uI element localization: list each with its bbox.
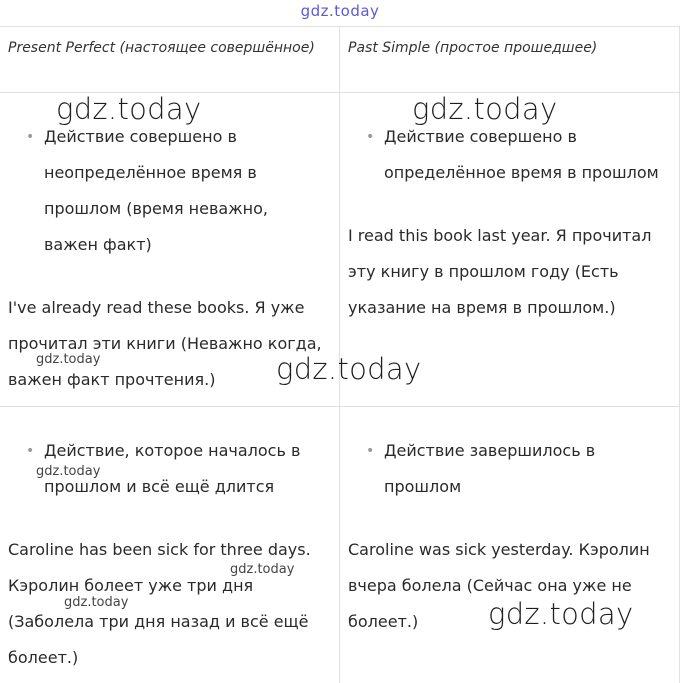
past-simple-usage-2: • Действие завершилось в прошлом (348, 433, 638, 505)
watermark-logo: gdz.today (276, 352, 422, 386)
watermark-logo-small: gdz.today (36, 464, 101, 479)
watermark-logo: gdz.today (412, 92, 558, 126)
watermark-logo: gdz.today (56, 92, 202, 126)
top-watermark: gdz.today (300, 2, 380, 20)
watermark-logo-small: gdz.today (36, 352, 101, 367)
present-perfect-usage-1: • Действие совершено в неопределённое время в прошлом (время неважно, важен факт) (8, 119, 308, 263)
present-perfect-usage-2: • Действие, которое началось в прошлом и всё ещё длится (8, 433, 318, 505)
past-simple-example-2: Caroline was sick yesterday. Кэролин вчера болела (Сейчас она уже не болеет.) (348, 540, 650, 631)
present-perfect-example-1: I've already read these books. Я уже прочитал эти книги (Неважно когда, важен факт прочтения.) (8, 298, 322, 389)
watermark-logo-small: gdz.today (64, 595, 129, 610)
row-divider (0, 406, 680, 407)
watermark-logo-small: gdz.today (230, 562, 295, 577)
past-simple-example-1: I read this book last year. Я прочитал эту книгу в прошлом году (Есть указание на время в прошлом.) (348, 226, 652, 317)
present-perfect-example-2: Caroline has been sick for three days. Кэролин болеет уже три дня (Заболела три дня назад и всё ещё болеет.) (8, 540, 311, 667)
present-perfect-header: Present Perfect (настоящее совершённое) (8, 40, 315, 56)
watermark-logo: gdz.today (488, 597, 634, 631)
past-simple-usage-1: • Действие совершено в определённое время в прошлом (348, 119, 680, 191)
past-simple-header: Past Simple (простое прошедшее) (348, 40, 598, 56)
